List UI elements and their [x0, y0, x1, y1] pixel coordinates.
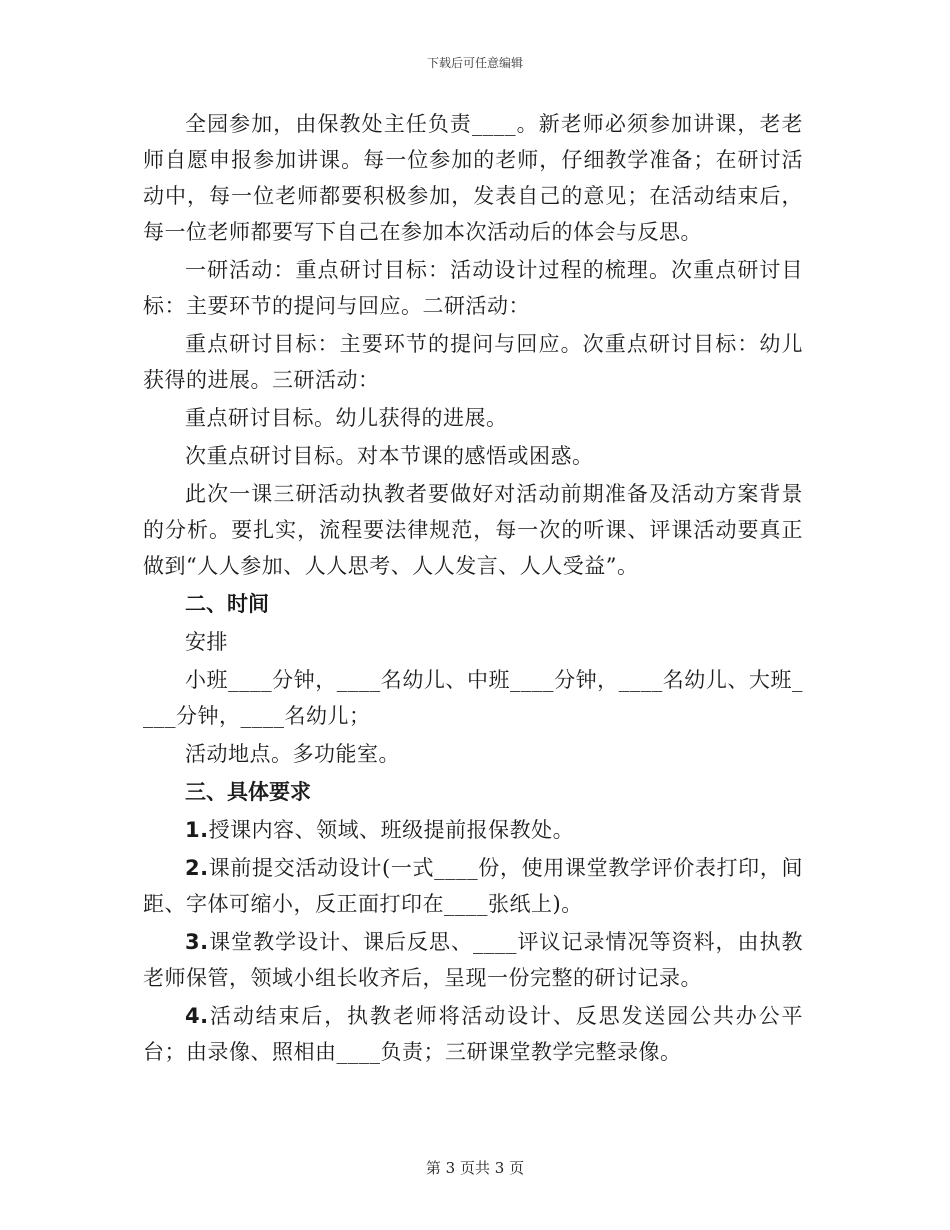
requirement-number: 3. — [185, 930, 209, 954]
requirement-text: 课前提交活动设计(一式____份，使用课堂教学评价表打印，间距、字体可缩小，反正面打印在____张纸上)。 — [143, 856, 803, 916]
page-footer: 第 3 页共 3 页 — [425, 1159, 525, 1177]
requirement-number: 2. — [185, 856, 209, 880]
requirement-item — [143, 998, 803, 1070]
document-body — [143, 106, 803, 1072]
page-header: 下载后可任意编辑 — [426, 56, 523, 70]
section-heading-time: 二、时间 — [185, 592, 269, 616]
requirement-item — [143, 812, 803, 848]
paragraph-location: 活动地点。多功能室。 — [185, 742, 400, 766]
requirement-number: 1. — [185, 818, 209, 842]
paragraph-class-schedule: 小班____分钟，____名幼儿、中班____分钟，____名幼儿、大班____分钟，____名幼儿； — [143, 668, 803, 728]
paragraph-second-research: 重点研讨目标：主要环节的提问与回应。次重点研讨目标：幼儿获得的进展。三研活动： — [143, 332, 803, 392]
requirement-text: 课堂教学设计、课后反思、____评议记录情况等资料，由执教老师保管，领域小组长收齐后，呈现一份完整的研讨记录。 — [143, 930, 803, 990]
requirement-text: 授课内容、领域、班级提前报保教处。 — [208, 818, 575, 842]
paragraph-requirements-note: 此次一课三研活动执教者要做好对活动前期准备及活动方案背景的分析。要扎实，流程要法律规范，每一次的听课、评课活动要真正做到“人人参加、人人思考、人人发言、人人受益”。 — [143, 482, 803, 578]
requirement-text: 活动结束后，执教老师将活动设计、反思发送园公共办公平台；由录像、照相由____负责；三研课堂教学完整录像。 — [143, 1004, 803, 1064]
requirement-item — [143, 924, 803, 996]
paragraph-first-research: 一研活动：重点研讨目标：活动设计过程的梳理。次重点研讨目标：主要环节的提问与回应。二研活动： — [143, 258, 803, 318]
paragraph-arrangement: 安排 — [185, 630, 228, 654]
paragraph-third-research-secondary: 次重点研讨目标。对本节课的感悟或困惑。 — [185, 444, 594, 468]
requirement-number: 4. — [185, 1004, 209, 1028]
paragraph-third-research-focus: 重点研讨目标。幼儿获得的进展。 — [185, 406, 508, 430]
section-heading-requirements: 三、具体要求 — [185, 780, 311, 804]
paragraph-participation: 全园参加，由保教处主任负责____。新老师必须参加讲课，老老师自愿申报参加讲课。每一位参加的老师，仔细教学准备；在研讨活动中，每一位老师都要积极参加，发表自己的意见；在活动结束后，每一位老师都要写下自己在参加本次活动后的体会与反思。 — [143, 112, 803, 244]
requirement-item — [143, 850, 803, 922]
